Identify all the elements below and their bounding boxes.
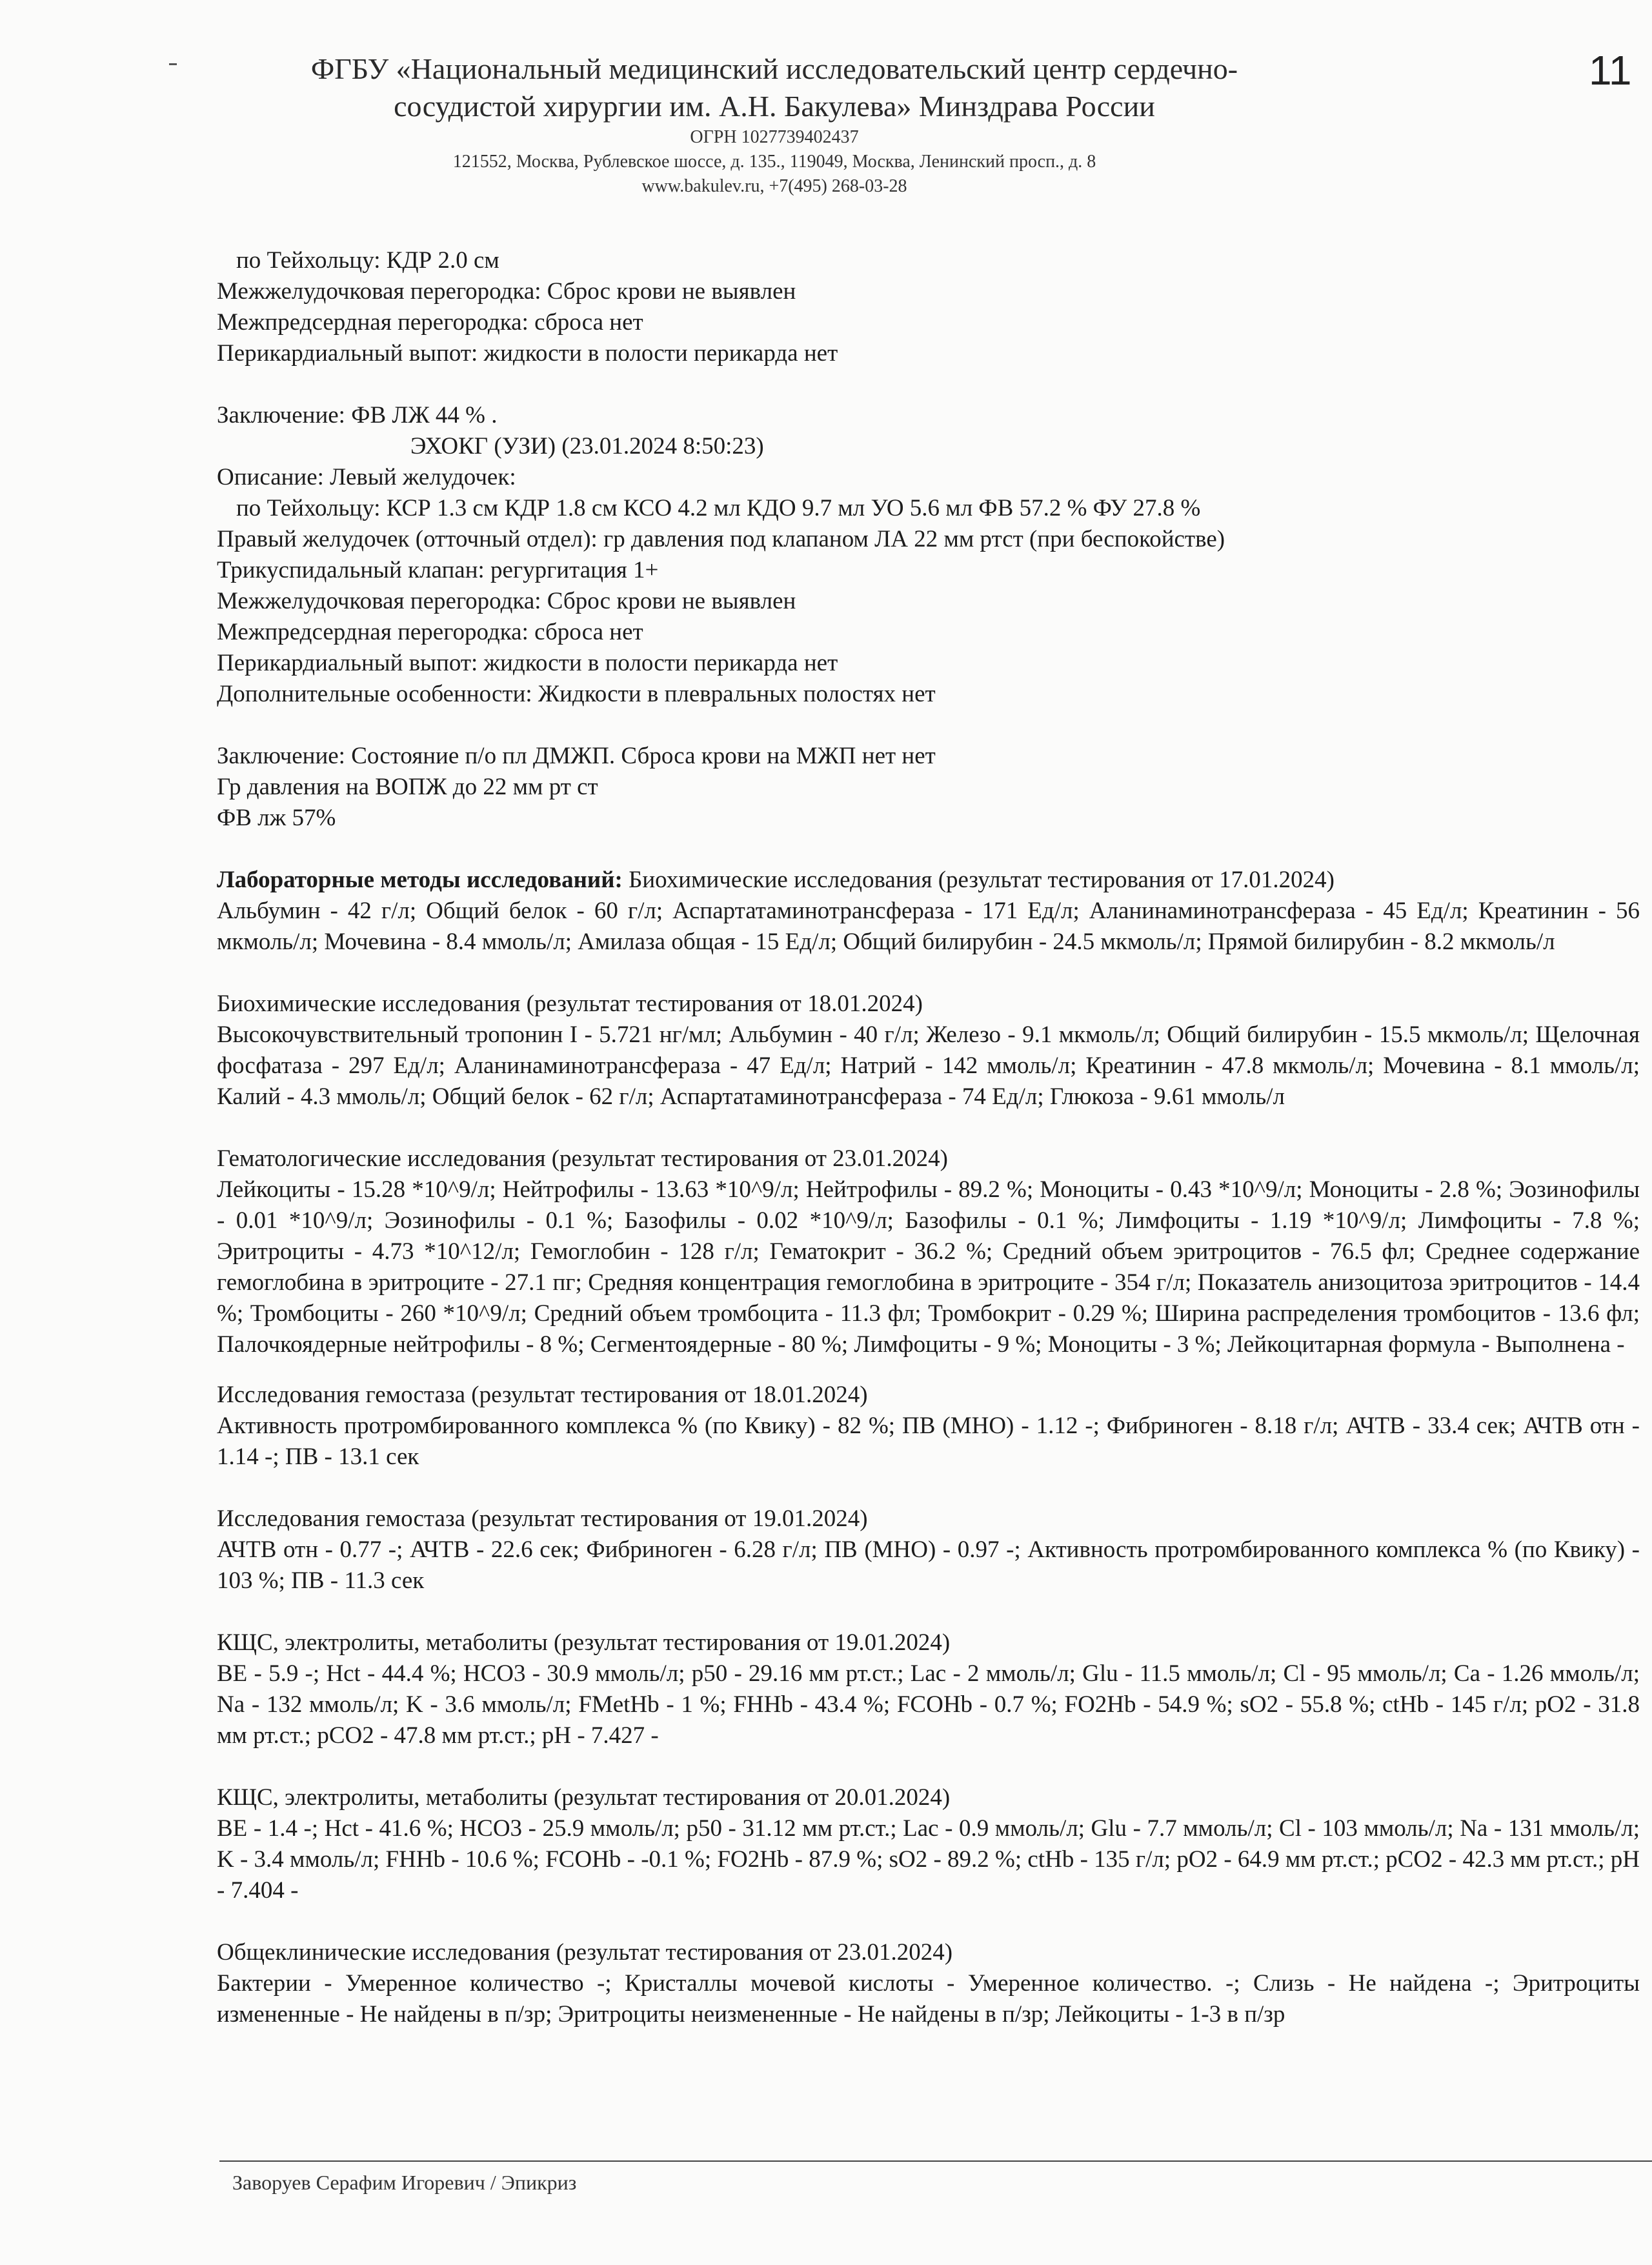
hema-values: Лейкоциты - 15.28 *10^9/л; Нейтрофилы - 13.63 *10^9/л; Нейтрофилы - 89.2 %; Моноциты - 0.43 *10^9/л; Моноциты - 2.8 %; Эозинофилы - 0.01 *10^9/л; Эозинофилы - 0.1 %; Базофилы - 0.02 *10^9/л; Базофилы - 0.1 %; Лимфоциты - 1.19 *10^9/л; Лимфоциты - 7.8 %; Эритроциты - 4.73 *10^12/л; Гемоглобин - 128 г/л; Гематокрит - 36.2 %; Средний объем эритроцитов - 76.5 фл; Среднее содержание гемоглобина в эритроците - 27.1 пг; Средняя концентрация гемоглобина в эритроците - 354 г/л; Показатель анизоцитоза эритроцитов - 14.4 %; Тромбоциты - 260 *10^9/л; Средний объем тромбоцита - 11.3 фл; Тромбокрит - 0.29 %; Ширина распределения тромбоцитов - 13.6 фл; Палочкоядерные нейтрофилы - 8 %; Сегментоядерные - 80 %; Лимфоциты - 9 %; Моноциты - 3 %; Лейкоцитарная формула - Выполнена - xyxy=(217,1176,1640,1358)
echo-teichholz: по Тейхольцу: КСР 1.3 см КДР 1.8 см КСО 4.2 мл КДО 9.7 мл УО 5.6 мл ФВ 57.2 % ФУ 27.8 % xyxy=(236,495,1201,521)
page-number: 11 xyxy=(1589,47,1632,94)
bio1-values: Альбумин - 42 г/л; Общий белок - 60 г/л; Аспартатаминотрансфераза - 171 Ед/л; Аланинаминотрансфераза - 45 Ед/л; Креатинин - 56 мкмоль/л; Мочевина - 8.4 ммоль/л; Амилаза общая - 15 Ед/л; Общий билирубин - 24.5 мкмоль/л; Прямой билирубин - 8.2 мкмоль/л xyxy=(217,898,1640,955)
footer-text: Заворуев Серафим Игоревич / Эпикриз xyxy=(232,2171,577,2194)
hemo1-title: Исследования гемостаза (результат тестирования от 18.01.2024) xyxy=(217,1382,868,1408)
address: 121552, Москва, Рублевское шоссе, д. 135., 119049, Москва, Ленинский просп., д. 8 xyxy=(452,152,1096,172)
echo-description: Описание: Левый желудочек: xyxy=(217,464,516,490)
org-name-line-2: сосудистой хирургии им. А.Н. Бакулева» Минздрава России xyxy=(394,90,1155,123)
echo-conclusion-2: Гр давления на ВОПЖ до 22 мм рт ст xyxy=(217,774,598,800)
footer-divider xyxy=(219,2160,1652,2162)
contacts: www.bakulev.ru, +7(495) 268-03-28 xyxy=(641,176,907,196)
hemo2-title: Исследования гемостаза (результат тестирования от 19.01.2024) xyxy=(217,1505,868,1532)
echo-prev-pericardial: Перикардиальный выпот: жидкости в полости перикарда нет xyxy=(217,340,838,367)
echo-conclusion-3: ФВ лж 57% xyxy=(217,805,336,831)
echo-conclusion-1: Заключение: Состояние п/о пл ДМЖП. Сброса крови на МЖП нет нет xyxy=(217,743,936,769)
echo-prev-teichholz: по Тейхольцу: КДР 2.0 см xyxy=(236,247,499,274)
document-body xyxy=(217,245,1649,2030)
bio2-title: Биохимические исследования (результат тестирования от 18.01.2024) xyxy=(217,991,923,1017)
document-header xyxy=(161,50,1387,199)
abg2-title: КЩС, электролиты, метаболиты (результат тестирования от 20.01.2024) xyxy=(217,1784,951,1811)
echo-ivs: Межжелудочковая перегородка: Сброс крови не выявлен xyxy=(217,588,796,614)
echo-rv: Правый желудочек (отточный отдел): гр давления под клапаном ЛА 22 мм ртст (при беспокойстве) xyxy=(217,526,1225,552)
abg1-title: КЩС, электролиты, метаболиты (результат тестирования от 19.01.2024) xyxy=(217,1629,951,1656)
abg1-values: BE - 5.9 -; Hct - 44.4 %; HCO3 - 30.9 ммоль/л; p50 - 29.16 мм рт.ст.; Lac - 2 ммоль/л; Glu - 11.5 ммоль/л; Cl - 95 ммоль/л; Ca - 1.26 ммоль/л; Na - 132 ммоль/л; K - 3.6 ммоль/л; FMetHb - 1 %; FHHb - 43.4 %; FCOHb - 0.7 %; FO2Hb - 54.9 %; sO2 - 55.8 %; ctHb - 145 г/л; pO2 - 31.8 мм рт.ст.; pCO2 - 47.8 мм рт.ст.; pH - 7.427 - xyxy=(217,1660,1640,1749)
ogrn: ОГРН 1027739402437 xyxy=(690,127,859,147)
echo-prev-conclusion: Заключение: ФВ ЛЖ 44 % . xyxy=(217,402,498,428)
urine-values: Бактерии - Умеренное количество -; Кристаллы мочевой кислоты - Умеренное количество. -; Слизь - Не найдена -; Эритроциты измененные - Не найдены в п/зр; Эритроциты неизмененные - Не найдены в п/зр; Лейкоциты - 1-3 в п/зр xyxy=(217,1970,1640,2028)
bio1-title: Биохимические исследования (результат тестирования от 17.01.2024) xyxy=(622,867,1335,893)
echo-additional: Дополнительные особенности: Жидкости в плевральных полостях нет xyxy=(217,681,936,707)
echo-prev-ias: Межпредсердная перегородка: сброса нет xyxy=(217,309,643,336)
hemo1-values: Активность протромбированного комплекса % (по Квику) - 82 %; ПВ (МНО) - 1.12 -; Фибриноген - 8.18 г/л; АЧТВ - 33.4 сек; АЧТВ отн - 1.14 -; ПВ - 13.1 сек xyxy=(217,1413,1640,1470)
urine-title: Общеклинические исследования (результат тестирования от 23.01.2024) xyxy=(217,1939,953,1966)
lab-heading: Лабораторные методы исследований: xyxy=(217,867,623,893)
bio2-values: Высокочувствительный тропонин I - 5.721 нг/мл; Альбумин - 40 г/л; Железо - 9.1 мкмоль/л; Общий билирубин - 15.5 мкмоль/л; Щелочная фосфатаза - 297 Ед/л; Аланинаминотрансфераза - 47 Ед/л; Натрий - 142 ммоль/л; Креатинин - 47.8 мкмоль/л; Мочевина - 8.1 ммоль/л; Калий - 4.3 ммоль/л; Общий белок - 62 г/л; Аспартатаминотрансфераза - 74 Ед/л; Глюкоза - 9.61 ммоль/л xyxy=(217,1022,1640,1110)
org-name-line-1: ФГБУ «Национальный медицинский исследовательский центр сердечно- xyxy=(310,52,1238,85)
echo-tricuspid: Трикуспидальный клапан: регургитация 1+ xyxy=(217,557,659,583)
echo-ias: Межпредсердная перегородка: сброса нет xyxy=(217,619,643,645)
hemo2-values: АЧТВ отн - 0.77 -; АЧТВ - 22.6 сек; Фибриноген - 6.28 г/л; ПВ (МНО) - 0.97 -; Активность протромбированного комплекса % (по Квику) - 103 %; ПВ - 11.3 сек xyxy=(217,1536,1640,1594)
lab-section-title xyxy=(217,865,1649,896)
abg2-values: BE - 1.4 -; Hct - 41.6 %; HCO3 - 25.9 ммоль/л; p50 - 31.12 мм рт.ст.; Lac - 0.9 ммоль/л; Glu - 7.7 ммоль/л; Cl - 103 ммоль/л; Na - 131 ммоль/л; K - 3.4 ммоль/л; FHHb - 10.6 %; FCOHb - -0.1 %; FO2Hb - 87.9 %; sO2 - 89.2 %; ctHb - 135 г/л; pO2 - 64.9 мм рт.ст.; pCO2 - 42.3 мм рт.ст.; pH - 7.404 - xyxy=(217,1815,1640,1904)
hema-title: Гематологические исследования (результат тестирования от 23.01.2024) xyxy=(217,1145,948,1172)
echo-pericardial: Перикардиальный выпот: жидкости в полости перикарда нет xyxy=(217,650,838,676)
echo-prev-ivs: Межжелудочковая перегородка: Сброс крови не выявлен xyxy=(217,278,796,305)
echo-title: ЭХОКГ (УЗИ) (23.01.2024 8:50:23) xyxy=(410,433,764,459)
